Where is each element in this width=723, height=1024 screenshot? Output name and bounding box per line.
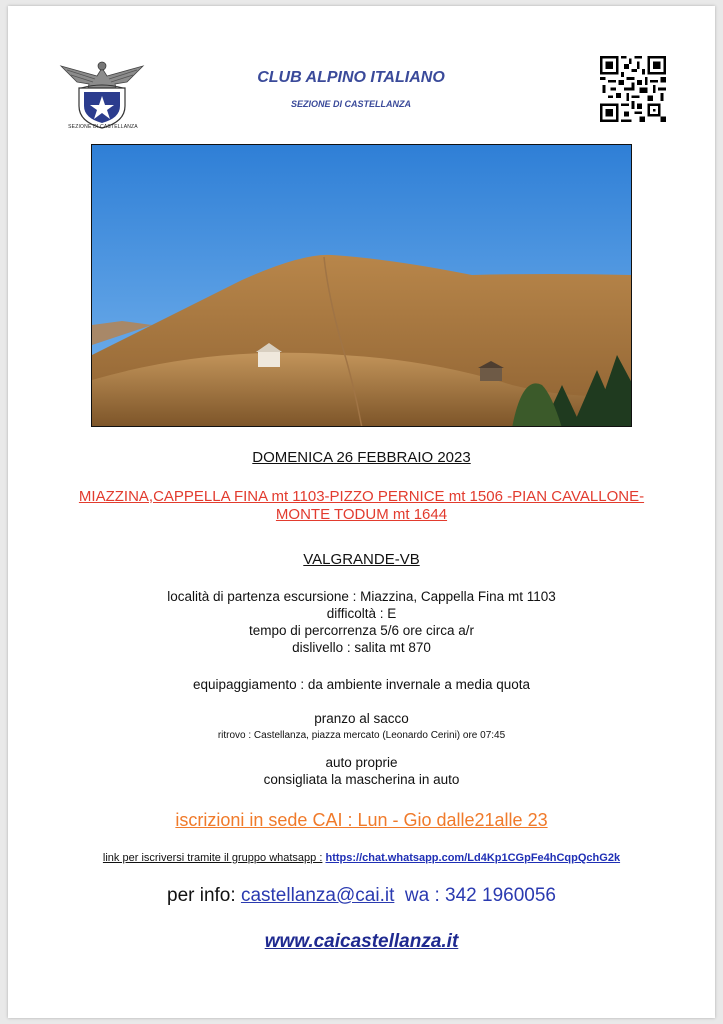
lunch: pranzo al sacco <box>314 711 409 726</box>
duration: tempo di percorrenza 5/6 ore circa a/r <box>248 623 475 638</box>
registration-info: iscrizioni in sede CAI : Lun - Gio dalle21alle 23 <box>175 810 548 830</box>
logo-caption: SEZIONE DI CASTELLANZA <box>68 124 138 130</box>
difficulty: difficoltà : E <box>326 606 397 621</box>
route-line-1: MIAZZINA,CAPPELLA FINA mt 1103-PIZZO PERNICE mt 1506 -PIAN CAVALLONE- <box>78 488 645 505</box>
event-date: DOMENICA 26 FEBBRAIO 2023 <box>252 449 471 466</box>
contact-info <box>0 885 723 906</box>
whatsapp-group-link[interactable]: https://chat.whatsapp.com/Ld4Kp1CGpFe4hCqpQchG2k <box>325 852 621 864</box>
mask-advice: consigliata la mascherina in auto <box>263 772 460 787</box>
email-link[interactable]: castellanza@cai.it <box>240 885 395 906</box>
org-name: CLUB ALPINO ITALIANO <box>257 69 445 86</box>
website-link[interactable]: www.caicastellanza.it <box>264 931 459 952</box>
mountain-photo <box>91 144 632 427</box>
meeting-point: ritrovo : Castellanza, piazza mercato (Leonardo Cerini) ore 07:45 <box>217 730 506 741</box>
qr-code-icon[interactable] <box>599 56 667 122</box>
whatsapp-link-row <box>0 850 723 866</box>
equipment: equipaggiamento : da ambiente invernale a media quota <box>193 677 530 692</box>
area-name: VALGRANDE-VB <box>303 551 420 568</box>
info-label: per info: <box>167 885 236 906</box>
route-line-2: MONTE TODUM mt 1644 <box>275 506 448 523</box>
whatsapp-number: wa : 342 1960056 <box>404 885 556 906</box>
transport: auto proprie <box>325 755 398 770</box>
whatsapp-link-label: link per iscriversi tramite il gruppo whatsapp : <box>102 852 323 864</box>
cai-eagle-logo <box>57 54 147 132</box>
section-name: SEZIONE DI CASTELLANZA <box>290 99 411 109</box>
start-location: località di partenza escursione : Miazzina, Cappella Fina mt 1103 <box>167 589 556 604</box>
elevation-gain: dislivello : salita mt 870 <box>292 640 431 655</box>
